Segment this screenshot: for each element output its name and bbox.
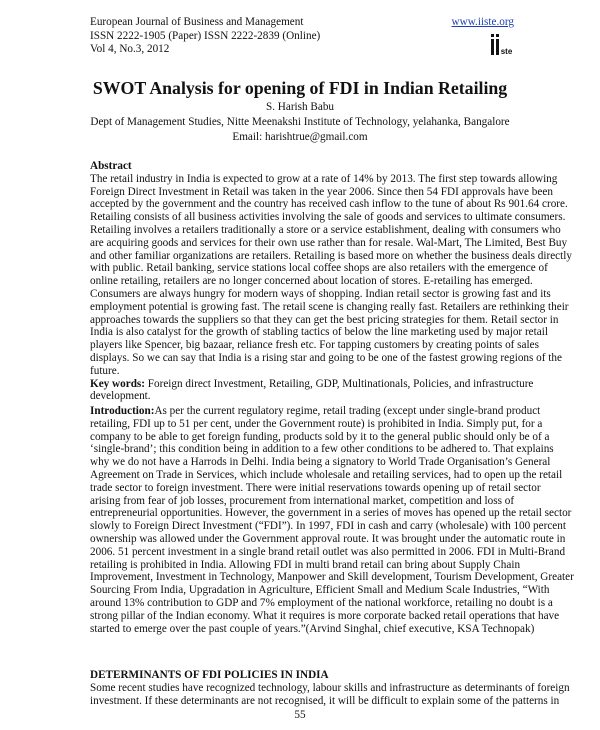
keywords-line [90,377,534,391]
abstract-line: approaches towards the suppliers so that they can get the best pricing strategies for them. Retail sector in [90,313,559,326]
intro-line: strong pillar of the Indian economy. What it requires is more corporate backed retail operations that have [90,609,560,622]
author-email: Email: harishtrue@gmail.com [232,131,368,143]
intro-line: retailing, FDI up to 51 per cent, under the Government route) is prohibited in India. Simply put, for a [90,417,543,430]
abstract-line: The retail industry in India is expected to grow at a rate of 14% by 2013. The first step towards allowing [90,172,558,185]
abstract-line: players like Spencer, big bazaar, reliance fresh etc. For tapping customers by creating points of sales [90,339,539,352]
intro-line: Agreement on Trade in Services, which include wholesale and retailing services, had to open up the retail [90,468,563,481]
page-number: 55 [294,709,306,721]
determinants-line: investment. If these determinants are not recognised, it will be difficult to explain some of the patterns in [90,694,560,707]
website-link[interactable]: www.iiste.org [451,16,514,28]
abstract-line: displays. So we can say that India is a rising star and going to be one of the fastest growing regions of the [90,351,562,364]
abstract-line: online retailing, retailers are no longer concerned about location of stores. E-retailing has emerged. [90,275,533,288]
intro-line: entrepreneurial opportunities. However, the government in a series of moves has opened up the retail sector [90,507,572,520]
introduction-section [90,405,574,635]
abstract-line: are acquiring goods and services for their own use rather than for resale. Wal-Mart, The Limited, Best Buy [90,236,568,249]
abstract-line: Foreign Direct Investment in Retail was taken in the year 2006. Since then 54 FDI approvals have been [90,185,553,198]
intro-text: As per the current regulatory regime, retail trading (except under single-brand product [154,405,541,417]
introduction-label: Introduction: [90,405,155,417]
intro-line: 2006. 51 percent investment in a single brand retail outlet was also permitted in 2006. FDI in Multi-Brand [90,545,566,558]
determinants-heading: DETERMINANTS OF FDI POLICIES IN INDIA [90,669,329,681]
intro-line: started to emerge over the past couple of years.”(Arvind Singhal, chief executive, KSA Technopak) [90,622,535,635]
abstract-line: accepted by the government and the country has received cash inflow to the tune of about Rs 901.64 crore. [90,198,568,211]
intro-line: Improvement, Investment in Technology, Manpower and Skill development, Tourism Development, Greater [90,571,574,584]
abstract-line: and other familiar organizations are retailers. Retailing is based more on whether the business deals directly [90,249,572,262]
determinants-section [90,669,570,707]
abstract-line: Consumers are always hungry for modern ways of shopping. Indian retail sector is growing fast and its [90,287,551,300]
intro-first-line [90,405,541,418]
keywords-line-2: development. [90,390,151,403]
intro-line: slowly to Foreign Direct Investment (“FDI”). In 1997, FDI in cash and carry (wholesale) with 100 percent [90,520,566,533]
intro-line: Sourcing From India, Upgradation in Agriculture, Efficient Small and Medium Scale Industries, “With [90,584,550,597]
intro-line: company to be able to get foreign funding, products sold by it to the general public should only be of a [90,430,550,443]
author-affiliation: Dept of Management Studies, Nitte Meenakshi Institute of Technology, yelahanka, Bangalore [90,116,510,128]
abstract-line: future. [90,364,120,377]
volume-line: Vol 4, No.3, 2012 [90,43,170,56]
intro-line: ownership was allowed under the Government approval route. It was brought under the automatic route in [90,532,566,545]
intro-line: arising from fear of job losses, procurement from international market, competition and loss of [90,494,515,507]
svg-text:ste: ste [500,47,513,56]
author-name: S. Harish Babu [265,101,335,113]
journal-name: European Journal of Business and Management [90,16,304,28]
intro-line: ‘single-brand’; this condition being in addition to a few other conditions to be adhered to. That explains [90,443,554,456]
keywords-text: Foreign direct Investment, Retailing, GDP, Multinationals, Policies, and infrastructure [147,377,534,390]
abstract-section [90,160,572,403]
abstract-line: India is also catalyst for the growth of stabling tactics of below the line marketing used by major retail [90,326,548,339]
abstract-line: Retailing involves a retailers traditionally a store or a service establishment, dealing with consumers who [90,223,561,236]
intro-line: why we do not have a Harrods in Delhi. India being a signatory to World Trade Organisation’s General [90,456,551,469]
abstract-heading: Abstract [90,160,132,172]
paper-title: SWOT Analysis for opening of FDI in Indian Retailing [92,78,508,98]
issn-line: ISSN 2222-1905 (Paper) ISSN 2222-2839 (Online) [90,29,321,42]
determinants-line: Some recent studies have recognized technology, labour skills and infrastructure as determinants of foreign [90,681,570,694]
keywords-label: Key words: [90,377,145,390]
intro-line: around 13% contribution to GDP and 7% employment of the national workforce, retailing no doubt is a [90,596,553,609]
intro-line: trade sector to foreign investment. There were initial reservations towards opening up of retail sector [90,481,541,494]
abstract-line: employment potential is growing fast. The retail scene is changing really fast. Retailers are rethinking their [90,300,569,313]
journal-header [90,16,320,57]
intro-line: retailing is prohibited in India. Allowing FDI in multi brand retail can bring about Supply Chain [90,558,521,571]
abstract-line: with public. Retail banking, service stations local coffee shops are also retailers with the emergence of [90,262,548,275]
iiste-logo-icon [490,34,514,56]
abstract-line: Retailing consists of all business activities involving the sale of goods and services to ultimate consumers. [90,211,566,224]
